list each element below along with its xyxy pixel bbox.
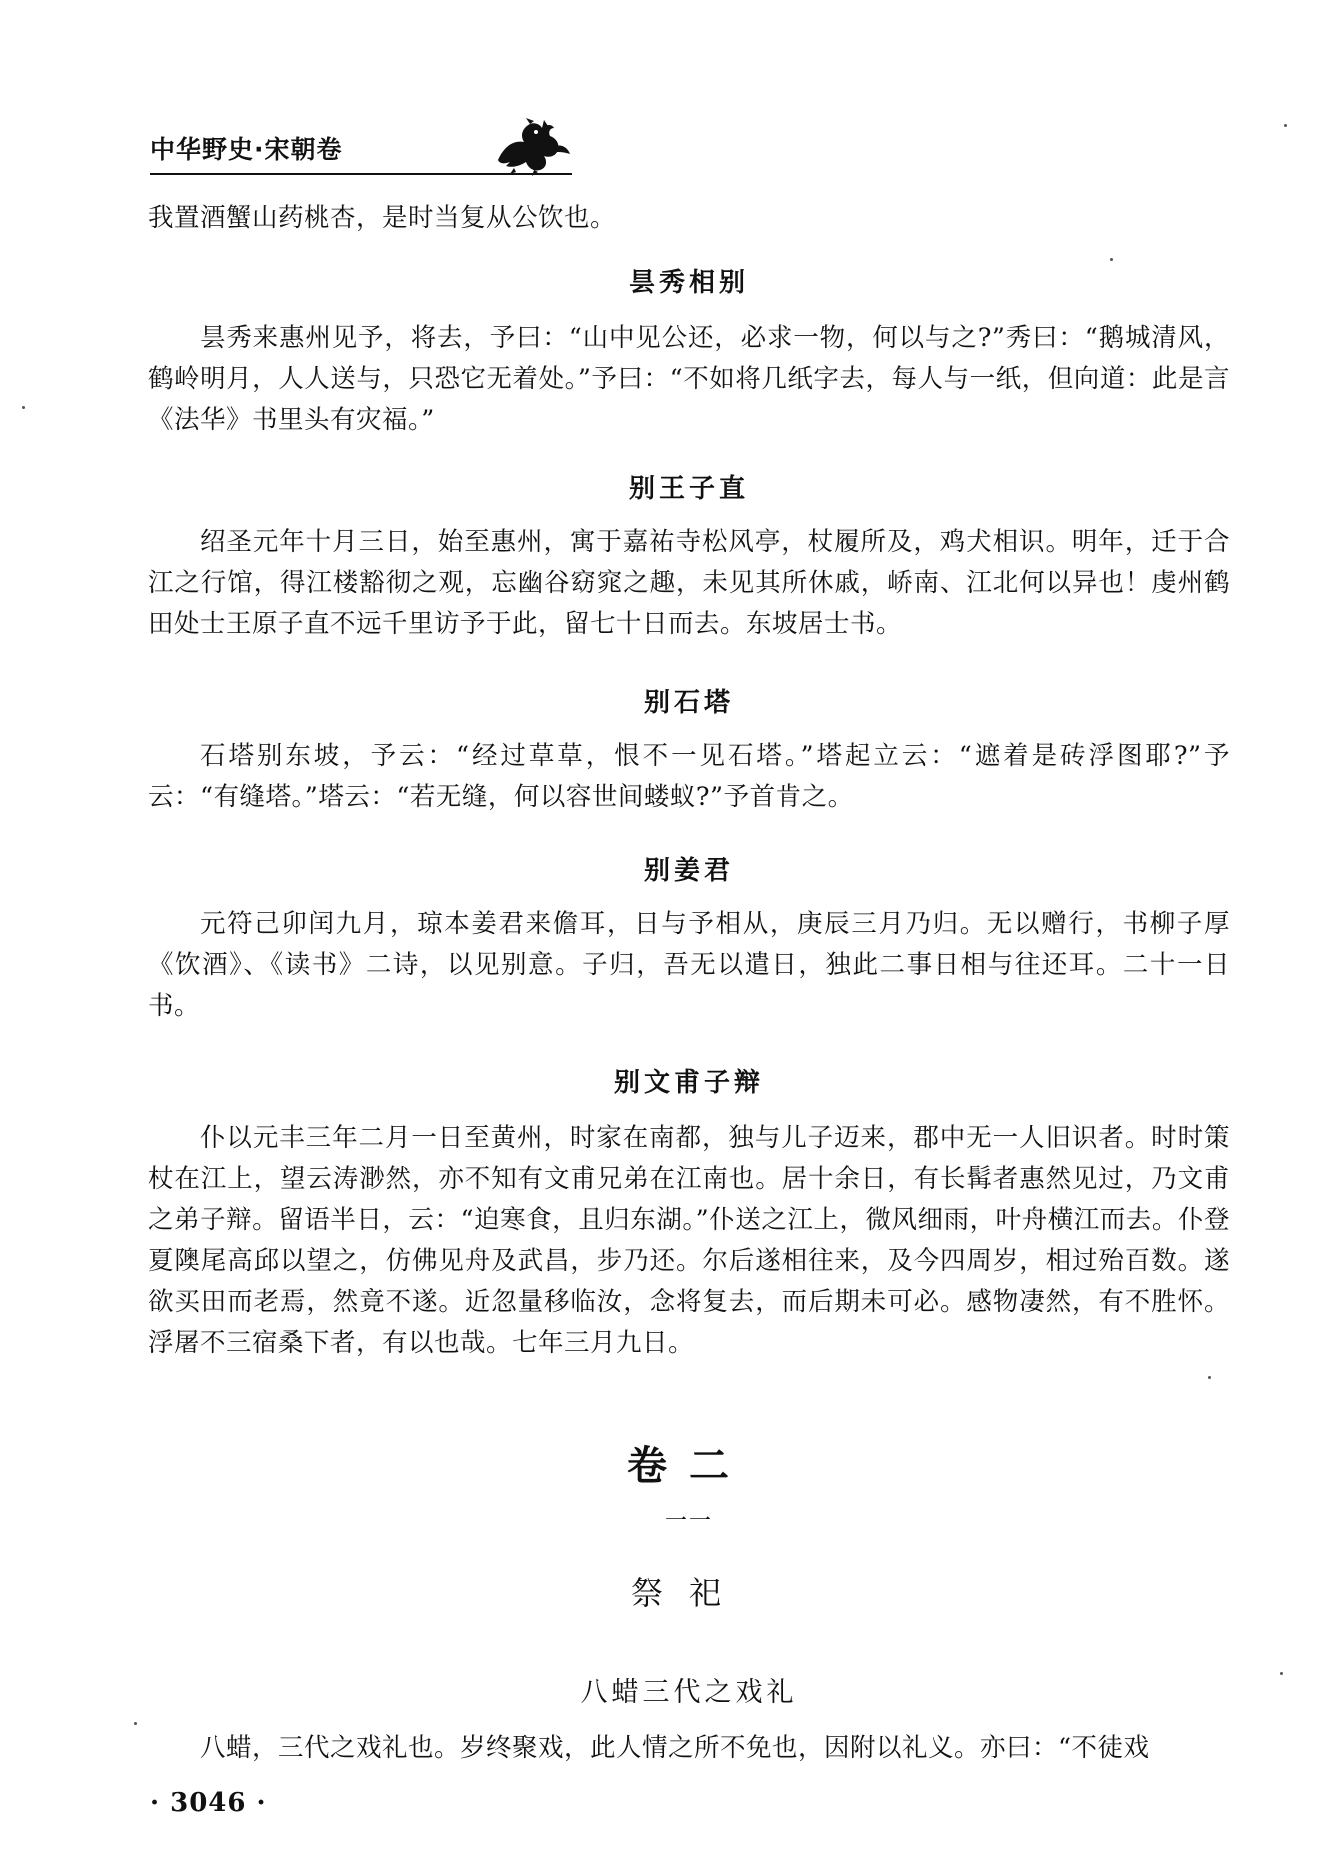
- section-paragraph: 仆以元丰三年二月一日至黄州，时家在南都，独与儿子迈来，郡中无一人旧识者。时时策杖在江上，望云涛渺然，亦不知有文甫兄弟在江南也。居十余日，有长髯者惠然见过，乃文甫之弟子辩。留语半日，云：“迫寒食，且归东湖。”仆送之江上，微风细雨，叶舟横江而去。仆登夏隩尾高邱以望之，仿佛见舟及武昌，步乃还。尔后遂相往来，及今四周岁，相过殆百数。遂欲买田而老焉，然竟不遂。近忽量移临汝，念将复去，而后期未可必。感物凄然，有不胜怀。浮屠不三宿桑下者，有以也哉。七年三月九日。: [148, 1123, 1230, 1358]
- section-paragraph: 元符己卯闰九月，琼本姜君来儋耳，日与予相从，庚辰三月乃归。无以赠行，书柳子厚《饮酒》、《读书》二诗，以见别意。子归，吾无以遣日，独此二事日相与往还耳。二十一日书。: [148, 909, 1230, 1021]
- section-title: 别王子直: [628, 474, 749, 504]
- chapter-title: 卷二: [627, 1443, 751, 1489]
- chapter-subtitle: 一一: [664, 1509, 713, 1534]
- scan-speck: [1110, 258, 1113, 261]
- carryover-paragraph: 我置酒蟹山药桃杏，是时当复从公饮也。: [148, 203, 617, 233]
- header-title: 中华野史·宋朝卷: [150, 135, 343, 164]
- section-paragraph: 石塔别东坡，予云：“经过草草，恨不一见石塔。”塔起立云：“遮着是砖浮图耶?”予云：“有缝塔。”塔云：“若无缝，何以容世间蝼蚁?”予首肯之。: [148, 741, 1230, 812]
- section-title: 别石塔: [643, 688, 734, 718]
- section-paragraph: 绍圣元年十月三日，始至惠州，寓于嘉祐寺松风亭，杖履所及，鸡犬相识。明年，迁于合江之行馆，得江楼豁彻之观，忘幽谷窈窕之趣，未见其所休戚，峤南、江北何以异也！虔州鹤田处士王原子直不远千里访予于此，留七十日而去。东坡居士书。: [148, 527, 1230, 639]
- section-paragraph: 昙秀来惠州见予，将去，予曰：“山中见公还，必求一物，何以与之?”秀曰：“鹅城清风，鹤岭明月，人人送与，只恐它无着处。”予曰：“不如将几纸字去，每人与一纸，但向道：此是言《法华》书里头有灾福。”: [148, 323, 1230, 435]
- scan-speck: [22, 406, 25, 409]
- page-number: · 3046 ·: [150, 1788, 267, 1818]
- topic-title: 祭祀: [630, 1574, 747, 1612]
- running-header: [150, 120, 600, 180]
- header-rule: [150, 173, 572, 175]
- scan-speck: [1284, 124, 1287, 127]
- scan-speck: [134, 1722, 137, 1725]
- scan-speck: [1280, 1672, 1283, 1675]
- section-title: 八蜡三代之戏礼: [580, 1677, 798, 1708]
- section-title: 别文甫子辩: [613, 1068, 764, 1098]
- section-title: 昙秀相别: [628, 268, 749, 298]
- section-paragraph: 八蜡，三代之戏礼也。岁终聚戏，此人情之所不免也，因附以礼义。亦曰：“不徒戏: [200, 1733, 1150, 1763]
- scan-speck: [1208, 1376, 1211, 1379]
- section-title: 别姜君: [643, 856, 734, 886]
- dragon-icon: [490, 116, 572, 176]
